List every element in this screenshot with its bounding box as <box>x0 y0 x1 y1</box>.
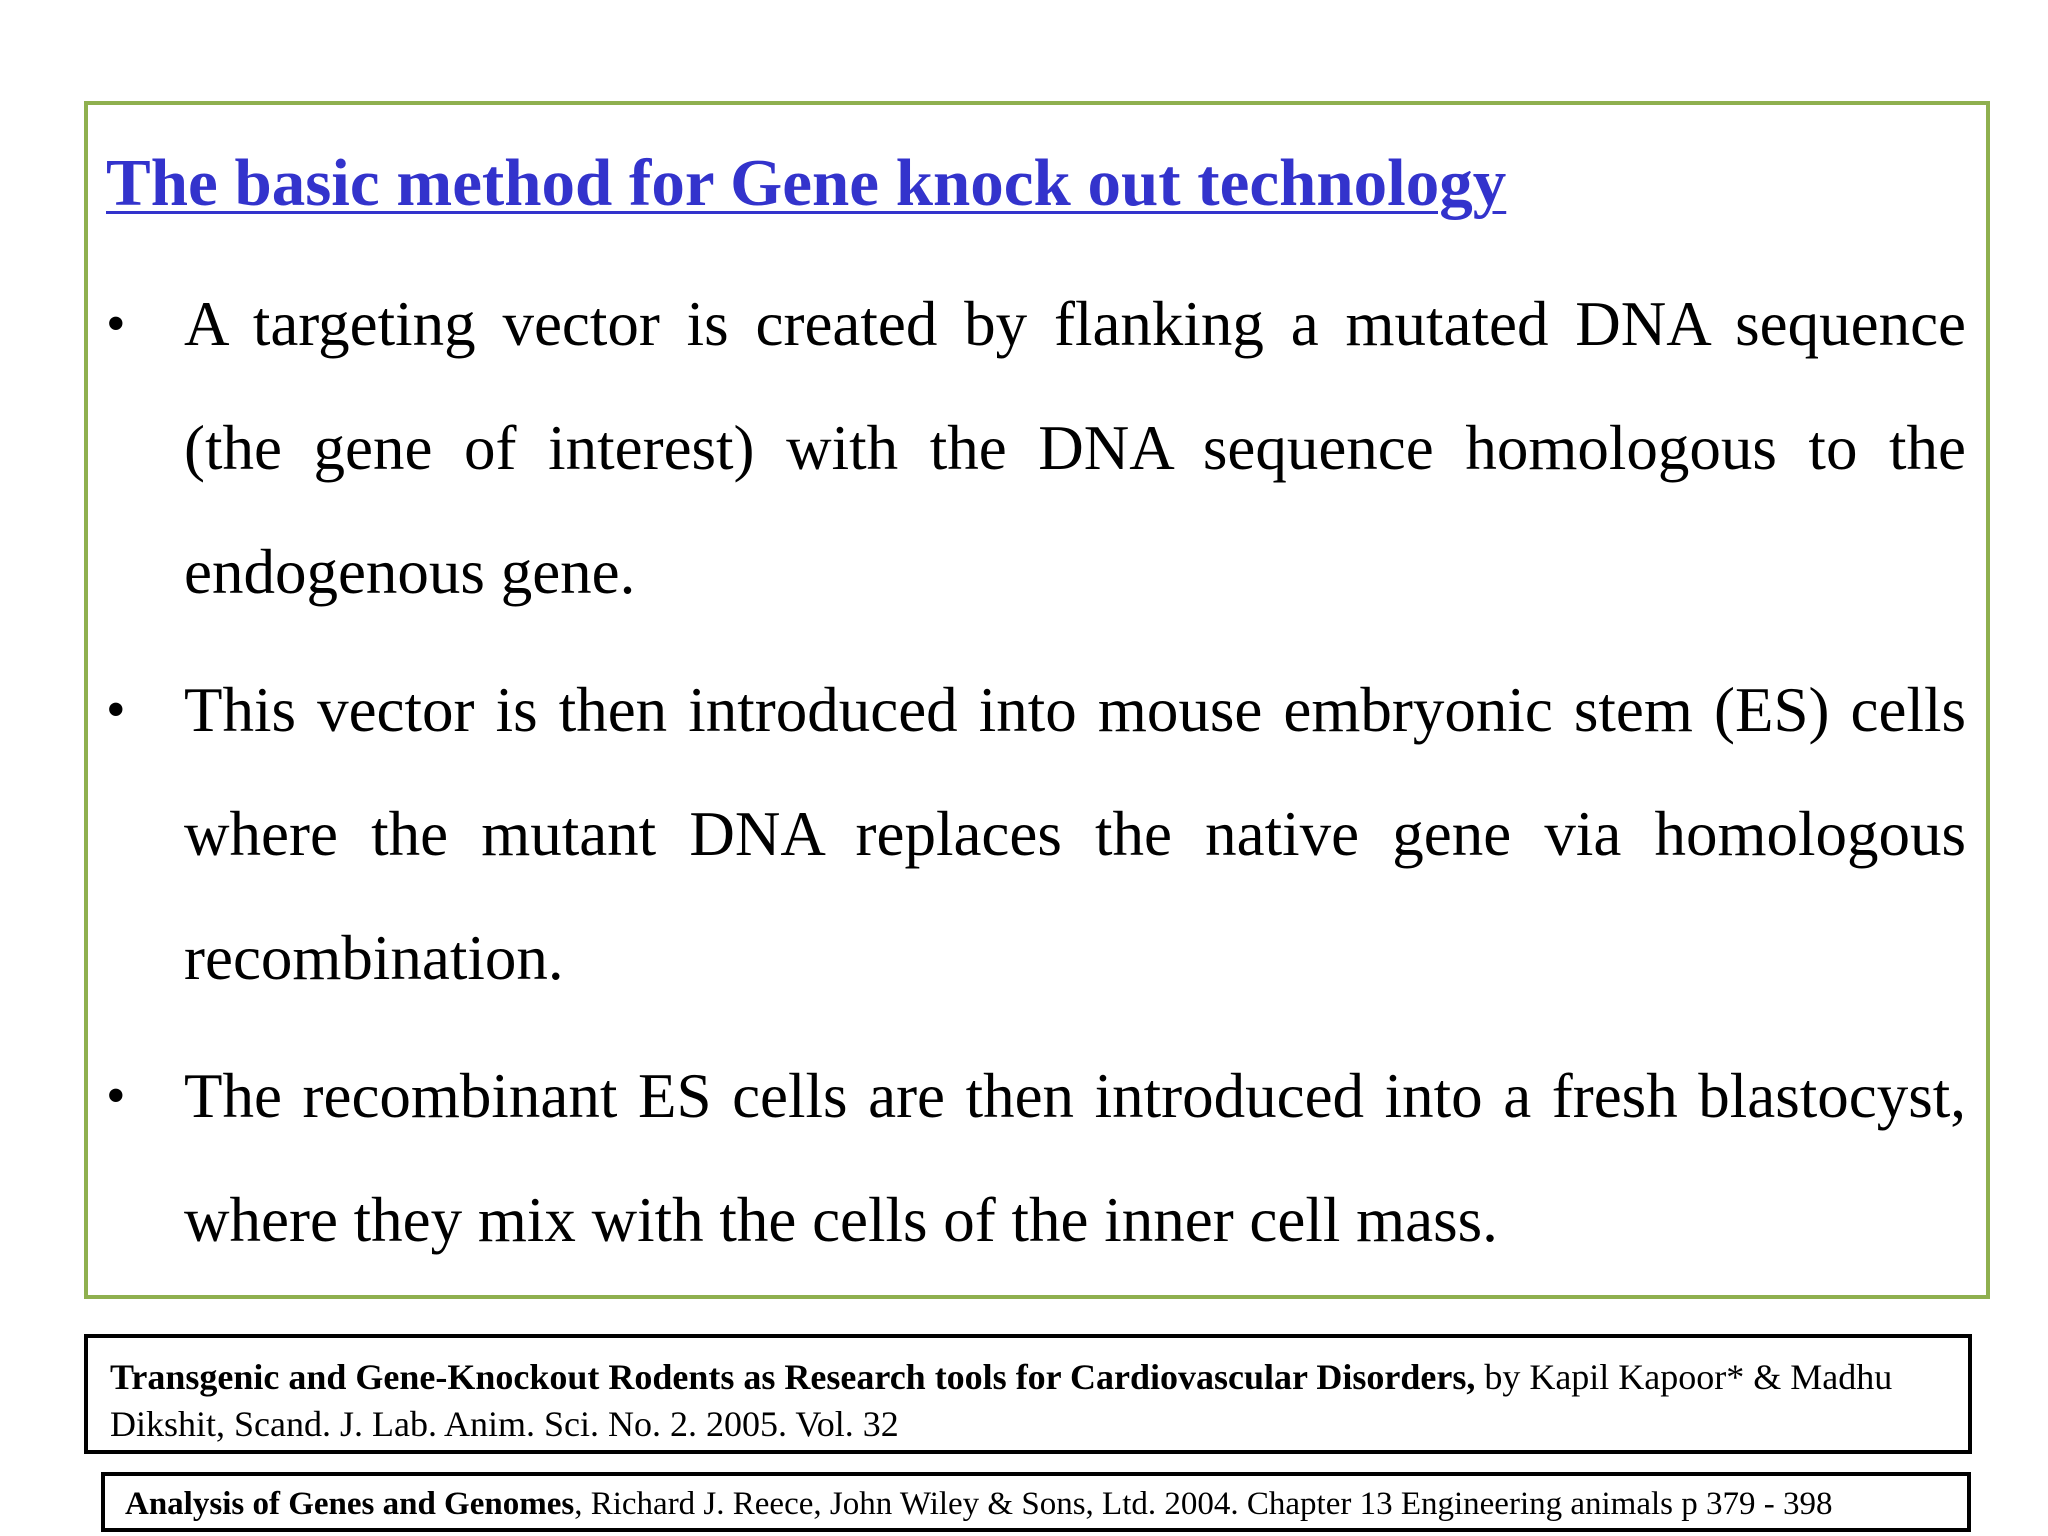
reference-title: Analysis of Genes and Genomes <box>125 1486 575 1522</box>
reference-details: , Richard J. Reece, John Wiley & Sons, Ltd. 2004. Chapter 13 Engineering animals p 379 - 398 <box>574 1486 1833 1522</box>
bullet-text: The recombinant ES cells are then introduced into a fresh blastocyst, where they mix with the cells of the inner cell mass. <box>184 1061 1966 1255</box>
reference-details: by Kapil Kapoor* & Madhu Dikshit, Scand. J. Lab. Anim. Sci. No. 2. 2005. Vol. 32 <box>110 1357 1893 1444</box>
bullet-item <box>106 262 1966 634</box>
reference-title: Transgenic and Gene-Knockout Rodents as Research tools for Cardiovascular Disorders, <box>110 1357 1476 1397</box>
bullet-text: This vector is then introduced into mouse embryonic stem (ES) cells where the mutant DNA replaces the native gene via homologous recombination. <box>184 675 1966 993</box>
bullet-item <box>106 648 1966 1020</box>
reference-citation-2 <box>101 1472 1971 1532</box>
slide-title: The basic method for Gene knock out technology <box>106 146 1507 220</box>
bullet-point-icon: • <box>106 1065 126 1127</box>
bullet-list <box>106 262 1966 1282</box>
bullet-point-icon: • <box>106 679 126 741</box>
bullet-text: A targeting vector is created by flanking a mutated DNA sequence (the gene of interest) with the DNA sequence homologous to the endogenous gene. <box>184 289 1966 607</box>
bullet-point-icon: • <box>106 293 126 355</box>
bullet-item <box>106 1034 1966 1282</box>
reference-citation-1 <box>84 1334 1972 1454</box>
